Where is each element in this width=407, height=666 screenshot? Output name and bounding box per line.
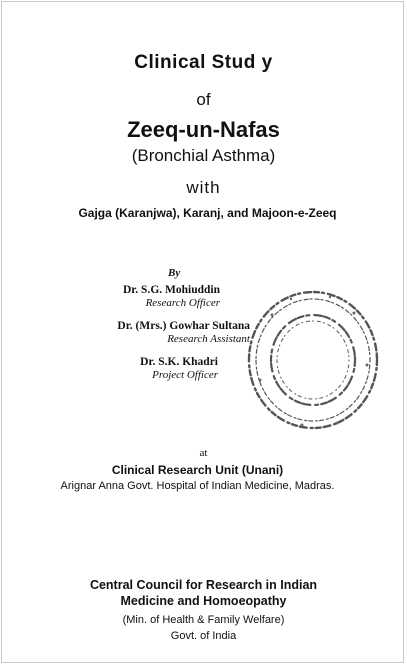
publisher-line-1: Central Council for Research in Indian <box>89 578 318 592</box>
title-subtitle: (Bronchial Asthma) <box>131 146 276 165</box>
author-3 <box>0 355 250 382</box>
author-2 <box>0 319 250 346</box>
title-main: Zeeq-un-Nafas <box>127 117 280 142</box>
seal-stamp-icon <box>242 285 384 435</box>
author-name: Dr. (Mrs.) Gowhar Sultana <box>117 320 250 332</box>
title-with: with <box>186 178 221 197</box>
author-1 <box>0 283 250 310</box>
publisher-ministry: (Min. of Health & Family Welfare) <box>122 614 285 626</box>
author-role: Project Officer <box>152 369 218 381</box>
title-line-1: Clinical Stud y <box>134 52 273 73</box>
publisher-govt: Govt. of India <box>170 630 237 642</box>
research-unit: Clinical Research Unit (Unani) <box>111 463 284 477</box>
hospital-name: Arignar Anna Govt. Hospital of Indian Medicine, Madras. <box>60 480 335 492</box>
author-role: Research Officer <box>145 297 220 309</box>
author-role: Research Assistant <box>167 333 250 345</box>
publisher-line-2: Medicine and Homoeopathy <box>120 594 287 608</box>
author-list <box>0 267 250 391</box>
author-name: Dr. S.G. Mohiuddin <box>122 284 220 296</box>
title-drugs: Gajga (Karanjwa), Karanj, and Majoon-e-Zeeq <box>78 206 337 220</box>
author-by: By <box>168 267 181 279</box>
title-of: of <box>196 90 211 109</box>
author-name: Dr. S.K. Khadri <box>140 356 218 368</box>
location-at: at <box>199 447 208 459</box>
